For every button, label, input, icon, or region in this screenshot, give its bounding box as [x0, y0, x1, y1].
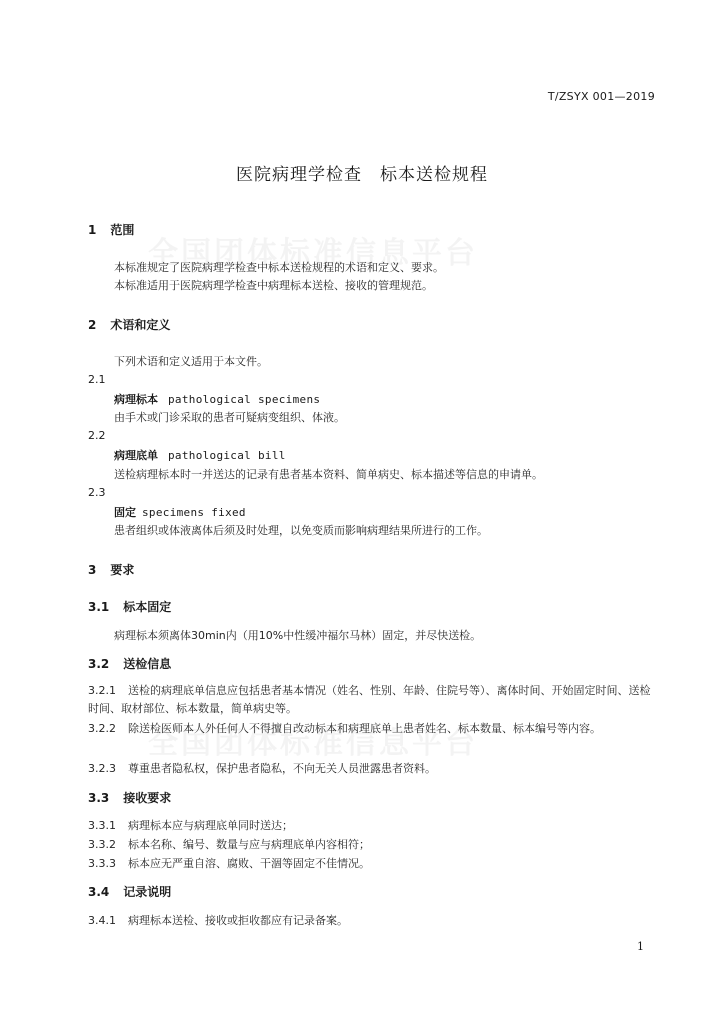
term-2-1-name: [114, 391, 320, 407]
section-2-number: 2: [88, 318, 97, 332]
clause-3-3-3-number: 3.3.3: [88, 857, 116, 870]
section-3-heading: [88, 561, 134, 578]
section-2-intro: 下列术语和定义适用于本文件。: [114, 355, 268, 368]
document-title: 医院病理学检查 标本送检规程: [236, 165, 488, 185]
clause-3-3-1-text: 病理标本应与病理底单同时送达；: [128, 819, 293, 832]
clause-3-3-3-text: 标本应无严重自溶、腐败、干涸等固定不佳情况。: [128, 857, 370, 870]
clause-3-3-2-text: 标本名称、编号、数量与应与病理底单内容相符；: [128, 838, 370, 851]
subsection-3-4-heading: [88, 883, 171, 900]
subsection-3-2-title: 送检信息: [123, 657, 172, 671]
term-2-1-number: 2.1: [88, 373, 106, 386]
clause-3-2-1: [88, 682, 658, 718]
section-2-title: 术语和定义: [110, 318, 171, 332]
clause-3-2-3-number: 3.2.3: [88, 762, 116, 775]
term-2-3-name: [114, 504, 246, 520]
clause-3-4-1-number: 3.4.1: [88, 914, 116, 927]
section-1-paragraph-2: 本标准适用于医院病理学检查中病理标本送检、接收的管理规范。: [114, 279, 433, 292]
subsection-3-3-title: 接收要求: [123, 791, 172, 805]
clause-3-2-2: [88, 720, 658, 738]
clause-3-2-3-text: 尊重患者隐私权，保护患者隐私，不向无关人员泄露患者资料。: [128, 762, 436, 775]
clause-3-3-1: [88, 817, 293, 833]
clause-3-4-1: [88, 912, 348, 928]
term-2-2-definition: 送检病理标本时一并送达的记录有患者基本资料、简单病史、标本描述等信息的申请单。: [114, 468, 543, 481]
subsection-3-1-title: 标本固定: [123, 600, 172, 614]
term-2-1-en: pathological specimens: [168, 393, 321, 406]
clause-3-2-2-number: 3.2.2: [88, 722, 116, 735]
section-2-heading: [88, 316, 170, 333]
subsection-3-1-paragraph: 病理标本须离体30min内（用10%中性缓冲福尔马林）固定，并尽快送检。: [114, 629, 482, 642]
term-2-3-zh: 固定: [114, 506, 136, 519]
section-1-paragraph-1: 本标准规定了医院病理学检查中标本送检规程的术语和定义、要求。: [114, 261, 444, 274]
term-2-1-zh: 病理标本: [114, 393, 158, 406]
section-3-title: 要求: [110, 563, 135, 577]
subsection-3-4-title: 记录说明: [123, 885, 172, 899]
clause-3-3-2-number: 3.3.2: [88, 838, 116, 851]
clause-3-3-3: [88, 855, 370, 871]
subsection-3-2-number: 3.2: [88, 657, 110, 671]
clause-3-2-2-text: 除送检医师本人外任何人不得擅自改动标本和病理底单上患者姓名、标本数量、标本编号等内容。: [128, 722, 601, 735]
clause-3-2-1-text: 送检的病理底单信息应包括患者基本情况（姓名、性别、年龄、住院号等）、离体时间、开始固定时间、送检时间、取材部位、标本数量，简单病史等。: [88, 684, 651, 715]
term-2-3-definition: 患者组织或体液离体后须及时处理，以免变质而影响病理结果所进行的工作。: [114, 524, 488, 537]
section-1-number: 1: [88, 223, 97, 237]
subsection-3-1-number: 3.1: [88, 600, 110, 614]
clause-3-3-1-number: 3.3.1: [88, 819, 116, 832]
term-2-3-en: specimens fixed: [142, 506, 246, 519]
subsection-3-2-heading: [88, 655, 171, 672]
subsection-3-3-heading: [88, 789, 171, 806]
term-2-2-name: [114, 447, 286, 463]
clause-3-2-1-number: 3.2.1: [88, 684, 116, 697]
clause-3-2-3: [88, 760, 436, 776]
standard-code: T/ZSYX 001—2019: [547, 90, 655, 103]
section-1-title: 范围: [110, 223, 135, 237]
clause-3-3-2: [88, 836, 370, 852]
term-2-3-number: 2.3: [88, 486, 106, 499]
page-number: 1: [637, 940, 644, 953]
term-2-2-en: pathological bill: [168, 449, 286, 462]
section-1-heading: [88, 221, 134, 238]
subsection-3-3-number: 3.3: [88, 791, 110, 805]
subsection-3-1-heading: [88, 598, 171, 615]
subsection-3-4-number: 3.4: [88, 885, 110, 899]
term-2-2-number: 2.2: [88, 429, 106, 442]
term-2-2-zh: 病理底单: [114, 449, 158, 462]
section-3-number: 3: [88, 563, 97, 577]
clause-3-4-1-text: 病理标本送检、接收或拒收都应有记录备案。: [128, 914, 348, 927]
term-2-1-definition: 由手术或门诊采取的患者可疑病变组织、体液。: [114, 411, 345, 424]
